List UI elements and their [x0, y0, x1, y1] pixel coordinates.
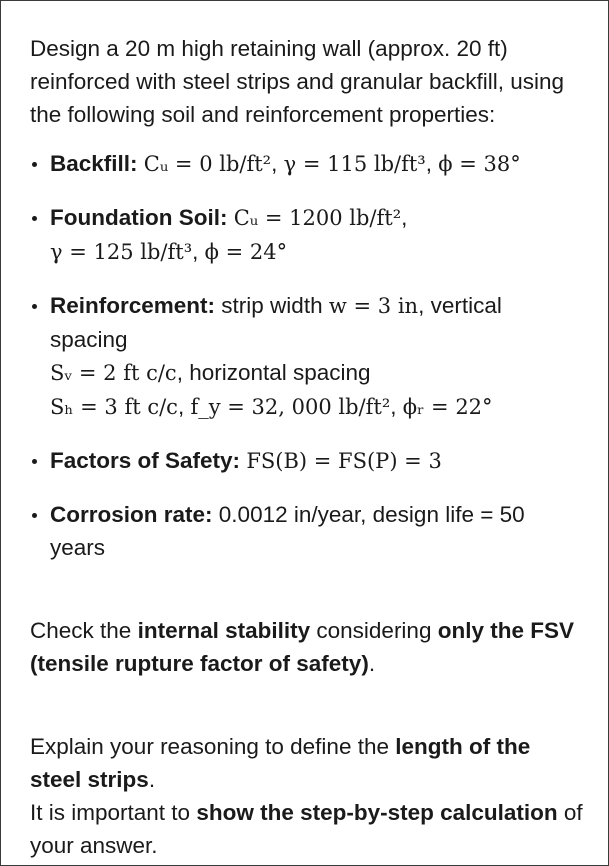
properties-list	[30, 147, 585, 564]
problem-statement	[30, 32, 585, 862]
backfill-gamma: γ = 115 lb/ft³	[283, 152, 426, 176]
check-text-end: .	[368, 651, 376, 676]
list-item-corrosion	[30, 498, 585, 564]
explain-text-end2: of your answer.	[30, 800, 583, 858]
backfill-phi: ϕ = 38°	[438, 152, 521, 176]
list-item-factors-of-safety	[30, 444, 585, 478]
check-bold-fsv: only the FSV (tensile rupture factor of safety)	[30, 618, 574, 676]
corrosion-label: Corrosion rate:	[50, 502, 213, 527]
reinforcement-text-width: strip width	[221, 293, 323, 318]
reinforcement-width: w = 3 in	[328, 294, 419, 318]
list-item-reinforcement: Reinforcement: strip width w = 3 in, vertical spacing Sᵥ = 2 ft c/c, horizontal spacing Sₕ = 3 ft c/c, f_y = 32, 000 lb/ft², ϕᵣ = 22°	[30, 289, 585, 424]
explain-text-end1: .	[148, 767, 156, 792]
intro-paragraph: Design a 20 m high retaining wall (approx. 20 ft) reinforced with steel strips and granular backfill, using the following soil and reinforcement properties:	[30, 36, 565, 127]
explain-text-pre: Explain your reasoning to define the	[30, 734, 389, 759]
check-bold-internal-stability: internal stability	[137, 618, 311, 643]
fs-value: FS(B) = FS(P) = 3	[246, 449, 442, 473]
backfill-label: Backfill:	[50, 151, 138, 176]
reinforcement-label: Reinforcement:	[50, 293, 216, 318]
explain-text-pre2: It is important to	[30, 800, 191, 825]
foundation-gamma: γ = 125 lb/ft³	[50, 240, 193, 264]
reinforcement-text-vertical: vertical spacing	[50, 293, 502, 352]
foundation-label: Foundation Soil:	[50, 205, 228, 230]
reinforcement-text-horizontal: horizontal spacing	[189, 360, 371, 385]
fs-label: Factors of Safety:	[50, 448, 241, 473]
explain-bold-length: length of the steel strips	[30, 734, 531, 792]
corrosion-value: 0.0012 in/year, design life = 50 years	[50, 502, 525, 560]
reinforcement-sv: Sᵥ = 2 ft c/c	[50, 361, 177, 385]
check-text-mid: considering	[316, 618, 432, 643]
foundation-cu: Cᵤ = 1200 lb/ft²	[233, 206, 402, 230]
reinforcement-phir: ϕᵣ = 22°	[402, 395, 493, 419]
reinforcement-fy: f_y = 32, 000 lb/ft²	[190, 395, 391, 419]
list-item-foundation: Foundation Soil: Cᵤ = 1200 lb/ft², γ = 125 lb/ft³, ϕ = 24°	[30, 201, 585, 269]
check-text-pre: Check the	[30, 618, 132, 643]
explain-bold-step-by-step: show the step-by-step calculation	[196, 800, 558, 825]
foundation-phi: ϕ = 24°	[204, 240, 288, 264]
list-item-backfill: Backfill: Cᵤ = 0 lb/ft², γ = 115 lb/ft³, ϕ = 38°	[30, 147, 585, 181]
backfill-cu: Cᵤ = 0 lb/ft²	[143, 152, 272, 176]
reinforcement-sh: Sₕ = 3 ft c/c	[50, 395, 178, 419]
check-paragraph	[30, 614, 585, 680]
explain-paragraph	[30, 730, 585, 862]
